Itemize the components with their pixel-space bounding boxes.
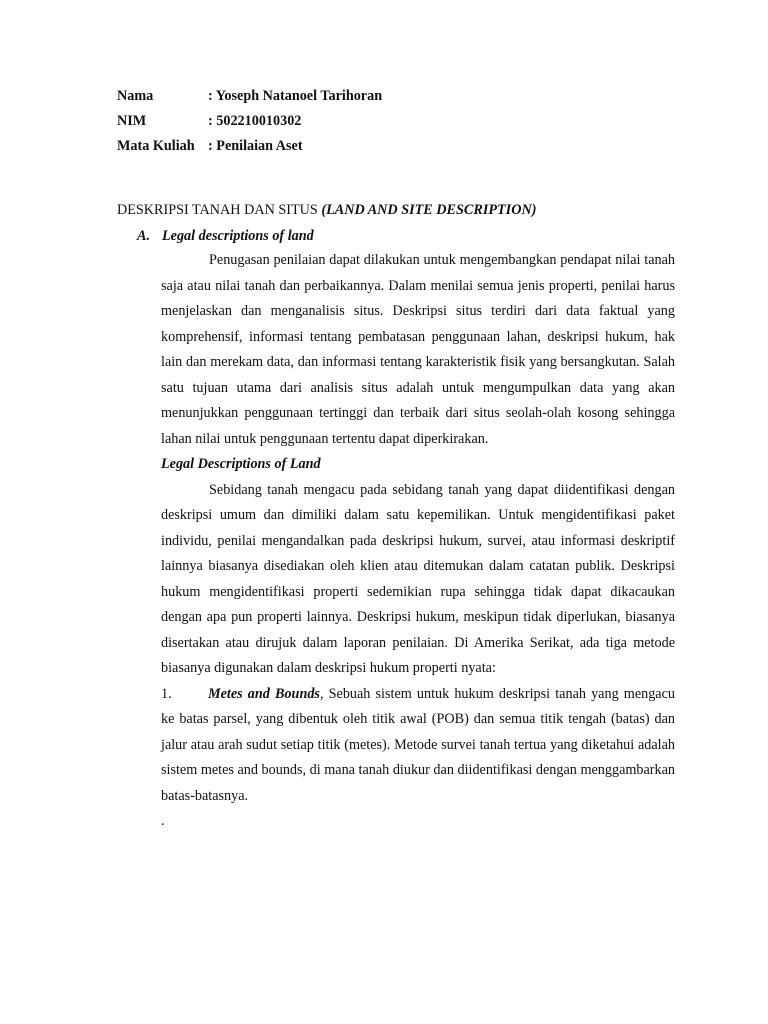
document-title — [117, 201, 536, 219]
student-info — [117, 87, 677, 162]
info-row-course — [117, 137, 677, 162]
info-value: : Penilaian Aset — [208, 138, 303, 154]
paragraph: Sebidang tanah mengacu pada sebidang tanah yang dapat diidentifikasi dengan deskripsi umum dan dimiliki dalam satu kepemilikan. Untuk mengidentifikasi paket individu, penilai mengandalkan pada deskripsi hukum, survei, atau informasi deskriptif lainnya biasanya disediakan oleh klien atau ditemukan dalam catatan publik. Deskripsi hukum mengidentifikasi properti sedemikian rupa sehingga tidak dapat dikacaukan dengan apa pun properti lainnya. Deskripsi hukum, meskipun tidak diperlukan, biasanya disertakan atau dirujuk dalam laporan penilaian. Di Amerika Serikat, ada tiga metode biasanya digunakan dalam deskripsi hukum properti nyata: — [161, 481, 675, 676]
info-row-nim — [117, 112, 677, 137]
title-main: DESKRIPSI TANAH DAN SITUS — [117, 202, 322, 218]
title-english: (LAND AND SITE DESCRIPTION) — [321, 202, 537, 218]
info-label: NIM — [117, 113, 147, 129]
list-item — [161, 682, 675, 810]
section-marker: A. — [137, 228, 151, 244]
info-label: Mata Kuliah — [117, 138, 195, 154]
paragraph: Penugasan penilaian dapat dilakukan untuk mengembangkan pendapat nilai tanah saja atau nilai tanah dan perbaikannya. Dalam menilai semua jenis properti, penilai harus menjelaskan dan menganalisis situs. Deskripsi situs terdiri dari data faktual yang komprehensif, informasi tentang pembatasan penggunaan lahan, deskripsi hukum, hak lain dan merekam data, dan informasi tentang karakteristik fisik yang bersangkutan. Salah satu tujuan utama dari analisis situs adalah untuk mengumpulkan data yang akan menunjukkan penggunaan tertinggi dan terbaik dari situs seolah-olah kosong sehingga lahan nilai untuk penggunaan tertentu dapat diperkirakan. — [161, 252, 675, 447]
list-term: Metes and Bounds — [208, 685, 320, 702]
trailing-mark: . — [161, 813, 165, 829]
section-heading — [137, 227, 314, 245]
info-value: : Yoseph Natanoel Tarihoran — [208, 88, 383, 104]
section-title: Legal descriptions of land — [162, 228, 314, 244]
section-body — [161, 248, 675, 835]
info-row-name — [117, 87, 677, 112]
subheading: Legal Descriptions of Land — [161, 456, 321, 472]
info-value: : 502210010302 — [208, 113, 302, 129]
list-number: 1. — [161, 685, 172, 702]
info-label: Nama — [117, 88, 154, 104]
list-text: , Sebuah sistem untuk hukum deskripsi tanah yang mengacu ke batas parsel, yang dibentuk oleh titik awal (POB) dan semua titik tengah (batas) dan jalur atau arah sudut setiap titik (metes). Metode survei tanah tertua yang diketahui adalah sistem metes and bounds, di mana tanah diukur dan diidentifikasi dengan menggambarkan batas-batasnya. — [161, 685, 675, 804]
